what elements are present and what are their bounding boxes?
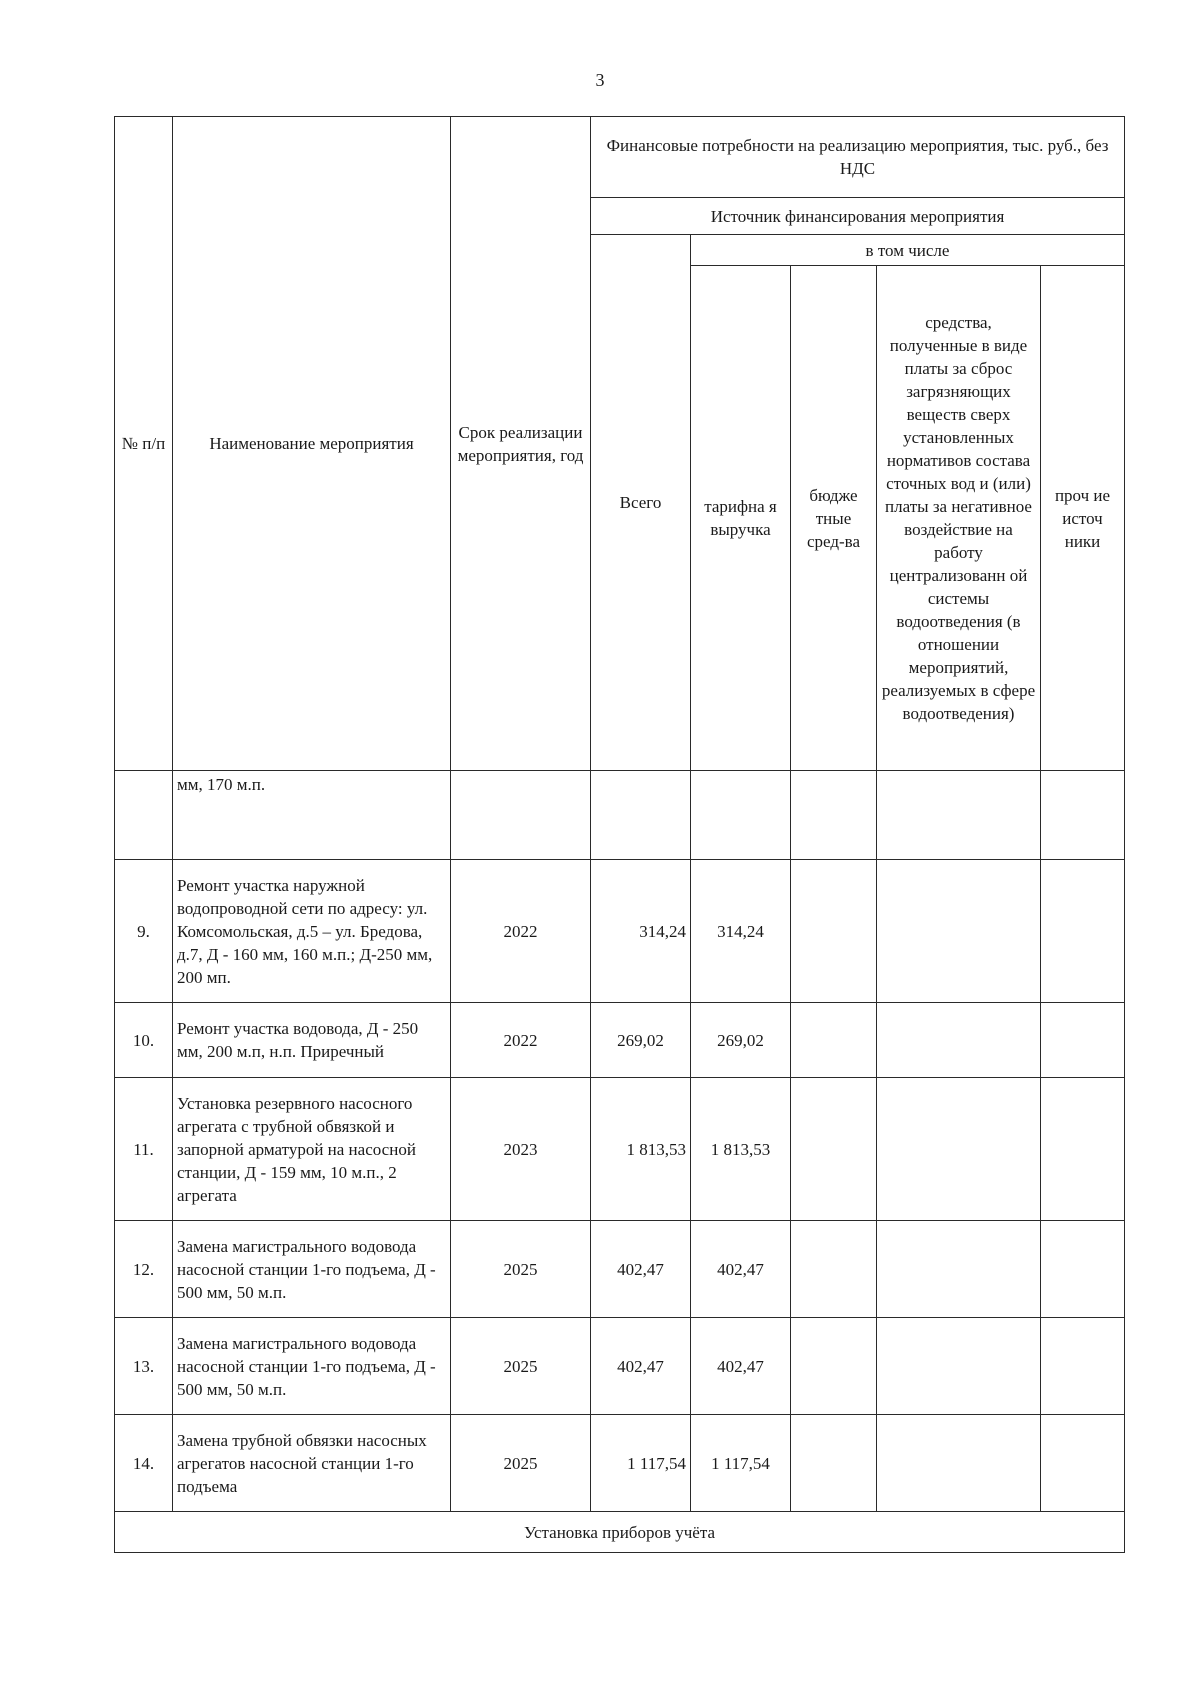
cell-total (591, 771, 691, 860)
cell-other (1041, 1318, 1125, 1415)
cell-name: Замена трубной обвязки насосных агрегатов насосной станции 1-го подъема (173, 1415, 451, 1512)
cell-other (1041, 1003, 1125, 1078)
header-tariff: тарифна я выручка (691, 266, 791, 771)
cell-fees (877, 1003, 1041, 1078)
table-row (115, 1415, 1125, 1512)
cell-fees (877, 1078, 1041, 1221)
cell-year: 2025 (451, 1221, 591, 1318)
cell-name: Ремонт участка водовода, Д - 250 мм, 200 м.п, н.п. Приречный (173, 1003, 451, 1078)
cell-fees (877, 771, 1041, 860)
table-row (115, 1221, 1125, 1318)
header-num: № п/п (115, 117, 173, 771)
cell-budget (791, 1078, 877, 1221)
measures-table (114, 116, 1125, 1553)
cell-tariff: 1 813,53 (691, 1078, 791, 1221)
cell-name: Замена магистрального водовода насосной станции 1-го подъема, Д - 500 мм, 50 м.п. (173, 1318, 451, 1415)
cell-tariff (691, 771, 791, 860)
header-source: Источник финансирования мероприятия (591, 198, 1125, 235)
table-row (115, 1003, 1125, 1078)
table-row (115, 860, 1125, 1003)
cell-total: 314,24 (591, 860, 691, 1003)
header-term: Срок реализации мероприятия, год (451, 117, 591, 771)
cell-tariff: 402,47 (691, 1221, 791, 1318)
cell-tariff: 269,02 (691, 1003, 791, 1078)
header-financial-needs: Финансовые потребности на реализацию мероприятия, тыс. руб., без НДС (591, 117, 1125, 198)
cell-num: 13. (115, 1318, 173, 1415)
table-row (115, 1078, 1125, 1221)
header-budget: бюдже тные сред-ва (791, 266, 877, 771)
table-row (115, 1318, 1125, 1415)
cell-other (1041, 1078, 1125, 1221)
cell-num: 10. (115, 1003, 173, 1078)
cell-other (1041, 860, 1125, 1003)
cell-name: мм, 170 м.п. (173, 771, 451, 860)
cell-tariff: 314,24 (691, 860, 791, 1003)
cell-num: 14. (115, 1415, 173, 1512)
cell-fees (877, 1221, 1041, 1318)
cell-budget (791, 1221, 877, 1318)
header-including: в том числе (691, 235, 1125, 266)
cell-year: 2022 (451, 1003, 591, 1078)
cell-tariff: 402,47 (691, 1318, 791, 1415)
cell-num: 12. (115, 1221, 173, 1318)
page-number: 3 (595, 70, 605, 90)
cell-budget (791, 1003, 877, 1078)
cell-budget (791, 771, 877, 860)
section-row (115, 1512, 1125, 1553)
cell-other (1041, 1221, 1125, 1318)
cell-fees (877, 1415, 1041, 1512)
cell-year (451, 771, 591, 860)
header-total: Всего (591, 235, 691, 771)
cell-num: 9. (115, 860, 173, 1003)
cell-total: 1 117,54 (591, 1415, 691, 1512)
cell-year: 2025 (451, 1318, 591, 1415)
cell-total: 1 813,53 (591, 1078, 691, 1221)
cell-year: 2023 (451, 1078, 591, 1221)
header-other: проч ие источ ники (1041, 266, 1125, 771)
section-title: Установка приборов учёта (115, 1512, 1125, 1553)
cell-other (1041, 771, 1125, 860)
cell-other (1041, 1415, 1125, 1512)
cell-name: Ремонт участка наружной водопроводной сети по адресу: ул. Комсомольская, д.5 – ул. Бредова, д.7, Д - 160 мм, 160 м.п.; Д-250 мм, 200 мп. (173, 860, 451, 1003)
cell-num (115, 771, 173, 860)
cell-tariff: 1 117,54 (691, 1415, 791, 1512)
cell-name: Замена магистрального водовода насосной станции 1-го подъема, Д - 500 мм, 50 м.п. (173, 1221, 451, 1318)
cell-fees (877, 1318, 1041, 1415)
cell-num: 11. (115, 1078, 173, 1221)
cell-name: Установка резервного насосного агрегата с трубной обвязкой и запорной арматурой на насосной станции, Д - 159 мм, 10 м.п., 2 агрегата (173, 1078, 451, 1221)
cell-budget (791, 860, 877, 1003)
cell-total: 402,47 (591, 1318, 691, 1415)
header-fees: средства, полученные в виде платы за сброс загрязняющих веществ сверх установленных нормативов состава сточных вод и (или) платы за негативное воздействие на работу централизованн ой системы водоотведения (в отношении мероприятий, реализуемых в сфере водоотведения) (877, 266, 1041, 771)
cell-total: 269,02 (591, 1003, 691, 1078)
cell-year: 2025 (451, 1415, 591, 1512)
cell-budget (791, 1415, 877, 1512)
table-row (115, 771, 1125, 860)
cell-budget (791, 1318, 877, 1415)
header-name: Наименование мероприятия (173, 117, 451, 771)
cell-fees (877, 860, 1041, 1003)
cell-total: 402,47 (591, 1221, 691, 1318)
cell-year: 2022 (451, 860, 591, 1003)
